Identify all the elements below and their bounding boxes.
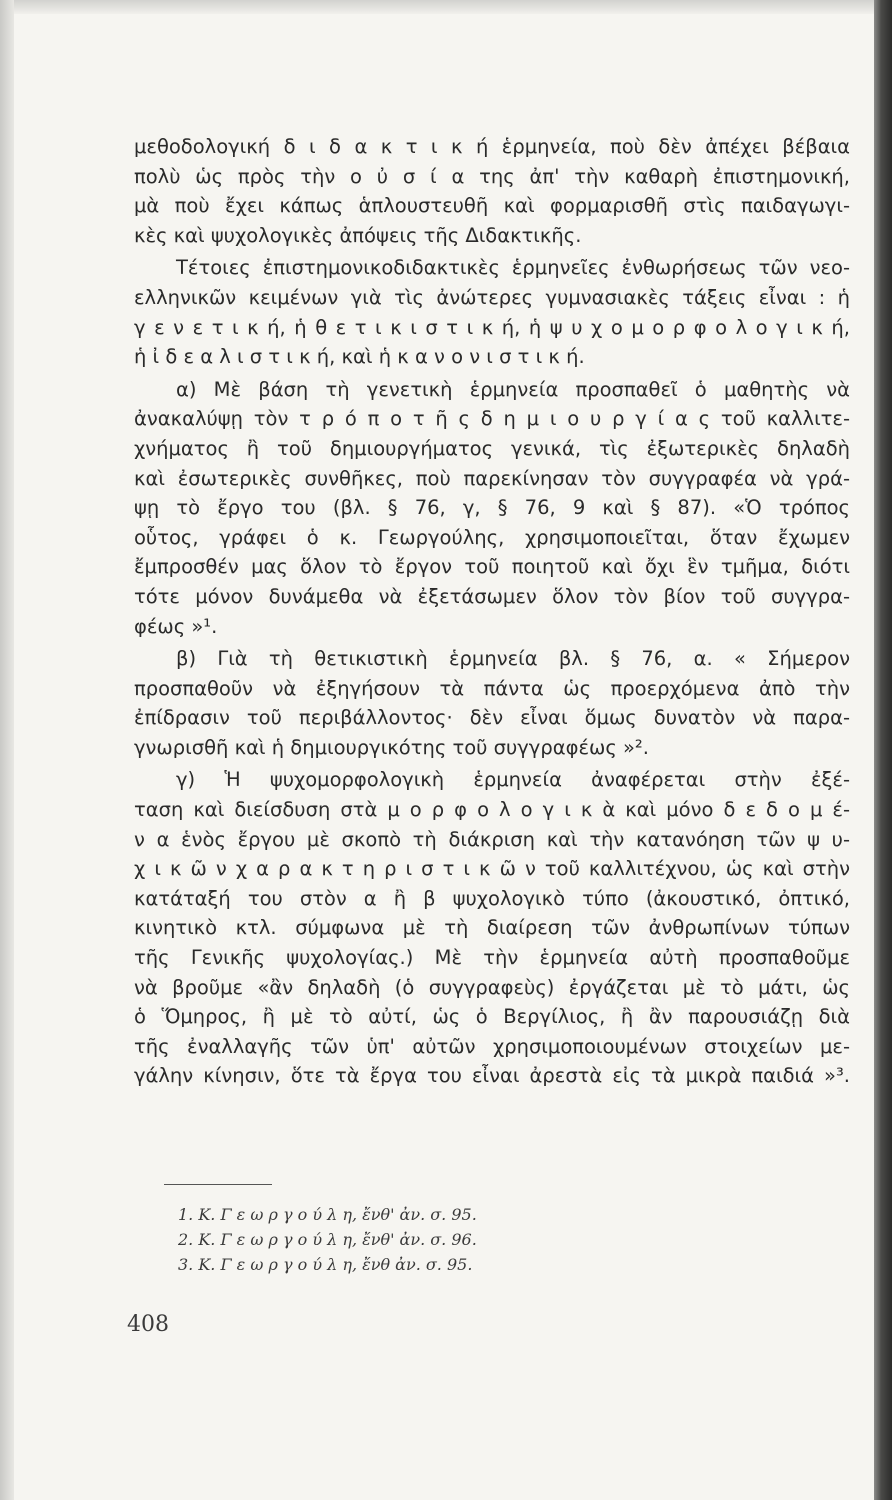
text-line: ὁ Ὅμηρος, ἢ μὲ τὸ αὐτί, ὡς ὁ Βεργίλιος, ἢ ἂν παρουσιάζῃ διὰ bbox=[134, 1005, 850, 1029]
text-line: τῆς Γενικῆς ψυχολογίας.) Μὲ τὴν ἑρμηνεία αὐτὴ προσπαθοῦμε bbox=[134, 946, 850, 970]
text-line: γ ε ν ε τ ι κ ή, ἡ θ ε τ ι κ ι σ τ ι κ ή, ἡ ψ υ χ ο μ ο ρ φ ο λ ο γ ι κ ή, bbox=[134, 315, 850, 339]
text-line: ἀνακαλύψῃ τὸν τ ρ ό π ο τ ῆ ς δ η μ ι ο υ ρ γ ί α ς τοῦ καλλιτε- bbox=[134, 407, 850, 431]
page-number: 408 bbox=[127, 1312, 169, 1337]
footnote-separator bbox=[164, 1184, 272, 1185]
text-line: φέως »¹. bbox=[134, 614, 218, 638]
text-line: οὗτος, γράφει ὁ κ. Γεωργούλης, χρησιμοποιεῖται, ὅταν ἔχωμεν bbox=[134, 525, 850, 549]
text-line: γ) Ἡ ψυχομορφολογικὴ ἑρμηνεία ἀναφέρεται στὴν ἐξέ- bbox=[176, 768, 850, 792]
footnotes bbox=[178, 1202, 477, 1277]
text-line: ἐπίδρασιν τοῦ περιβάλλοντος· δὲν εἶναι ὅμως δυνατὸν νὰ παρα- bbox=[134, 706, 850, 730]
body-text bbox=[134, 132, 850, 1091]
footnote: 1. Κ. Γ ε ω ρ γ ο ύ λ η, ἔνθ' ἀν. σ. 95. bbox=[178, 1205, 477, 1224]
text-line: β) Γιὰ τὴ θετικιστικὴ ἑρμηνεία βλ. § 76, α. « Σήμερον bbox=[176, 647, 850, 671]
text-line: προσπαθοῦν νὰ ἐξηγήσουν τὰ πάντα ὡς προερχόμενα ἀπὸ τὴν bbox=[134, 676, 850, 700]
footnote: 2. Κ. Γ ε ω ρ γ ο ύ λ η, ἔνθ' ἀν. σ. 96. bbox=[178, 1230, 477, 1249]
text-line: κινητικὸ κτλ. σύμφωνα μὲ τὴ διαίρεση τῶν ἀνθρωπίνων τύπων bbox=[134, 916, 850, 940]
text-line: Τέτοιες ἐπιστημονικοδιδακτικὲς ἑρμηνεῖες ἐνθωρήσεως τῶν νεο- bbox=[176, 256, 850, 280]
text-line: μεθοδολογική δ ι δ α κ τ ι κ ή ἑρμηνεία, ποὺ δὲν ἀπέχει βέβαια bbox=[134, 135, 850, 158]
page-top-edge bbox=[0, 0, 892, 14]
text-line: κατάταξή του στὸν α ἢ β ψυχολογικὸ τύπο (ἀκουστικό, ὀπτικό, bbox=[134, 886, 850, 910]
text-line: καὶ ἐσωτερικὲς συνθῆκες, ποὺ παρεκίνησαν τὸν συγγραφέα νὰ γρά- bbox=[134, 466, 850, 490]
text-line: μὰ ποὺ ἔχει κάπως ἁπλουστευθῆ καὶ φορμαρισθῆ στὶς παιδαγωγι- bbox=[134, 194, 850, 218]
text-line: ἔμπροσθέν μας ὅλον τὸ ἔργον τοῦ ποιητοῦ καὶ ὄχι ἓν τμῆμα, διότι bbox=[134, 555, 850, 579]
footnote: 3. Κ. Γ ε ω ρ γ ο ύ λ η, ἔνθ ἀν. σ. 95. bbox=[178, 1255, 473, 1274]
text-line: ἡ ἰ δ ε α λ ι σ τ ι κ ή, καὶ ἡ κ α ν ο ν ι σ τ ι κ ή. bbox=[134, 345, 585, 369]
text-line: χ ι κ ῶ ν χ α ρ α κ τ η ρ ι σ τ ι κ ῶ ν τοῦ καλλιτέχνου, ὡς καὶ στὴν bbox=[134, 857, 850, 881]
text-line: τῆς ἐναλλαγῆς τῶν ὑπ' αὐτῶν χρησιμοποιουμένων στοιχείων με- bbox=[134, 1034, 850, 1058]
text-line: πολὺ ὡς πρὸς τὴν ο ὐ σ ί α της ἀπ' τὴν καθαρὴ ἐπιστημονική, bbox=[134, 164, 850, 188]
text-line: ταση καὶ διείσδυση στὰ μ ο ρ φ ο λ ο γ ι κ ὰ καὶ μόνο δ ε δ ο μ έ- bbox=[134, 798, 850, 822]
text-line: ελληνικῶν κειμένων γιὰ τὶς ἀνώτερες γυμνασιακὲς τάξεις εἶναι : ἡ bbox=[134, 285, 850, 309]
text-line: α) Μὲ βάση τὴ γενετικὴ ἑρμηνεία προσπαθεῖ ὁ μαθητὴς νὰ bbox=[176, 377, 850, 401]
text-line: ν α ἑνὸς ἔργου μὲ σκοπὸ τὴ διάκριση καὶ τὴν κατανόηση τῶν ψ υ- bbox=[134, 827, 850, 851]
text-line: ψῃ τὸ ἔργο του (βλ. § 76, γ, § 76, 9 καὶ § 87). «Ὁ τρόπος bbox=[134, 496, 850, 520]
text-line: τότε μόνον δυνάμεθα νὰ ἐξετάσωμεν ὅλον τὸν βίον τοῦ συγγρα- bbox=[134, 584, 850, 608]
text-line: χνήματος ἢ τοῦ δημιουργήματος γενικά, τὶς ἐξωτερικὲς δηλαδὴ bbox=[134, 436, 850, 460]
text-line: νὰ βροῦμε «ἂν δηλαδὴ (ὁ συγγραφεὺς) ἐργάζεται μὲ τὸ μάτι, ὡς bbox=[134, 975, 850, 999]
page-left-edge bbox=[0, 0, 14, 1500]
text-line: γάλην κίνησιν, ὅτε τὰ ἔργα του εἶναι ἀρεστὰ εἰς τὰ μικρὰ παιδιά »³. bbox=[134, 1064, 850, 1088]
book-spine-edge bbox=[874, 0, 892, 1500]
text-line: γνωρισθῆ καὶ ἡ δημιουργικότης τοῦ συγγραφέως »². bbox=[134, 735, 649, 759]
text-line: κὲς καὶ ψυχολογικὲς ἀπόψεις τῆς Διδακτικῆς. bbox=[134, 223, 582, 247]
